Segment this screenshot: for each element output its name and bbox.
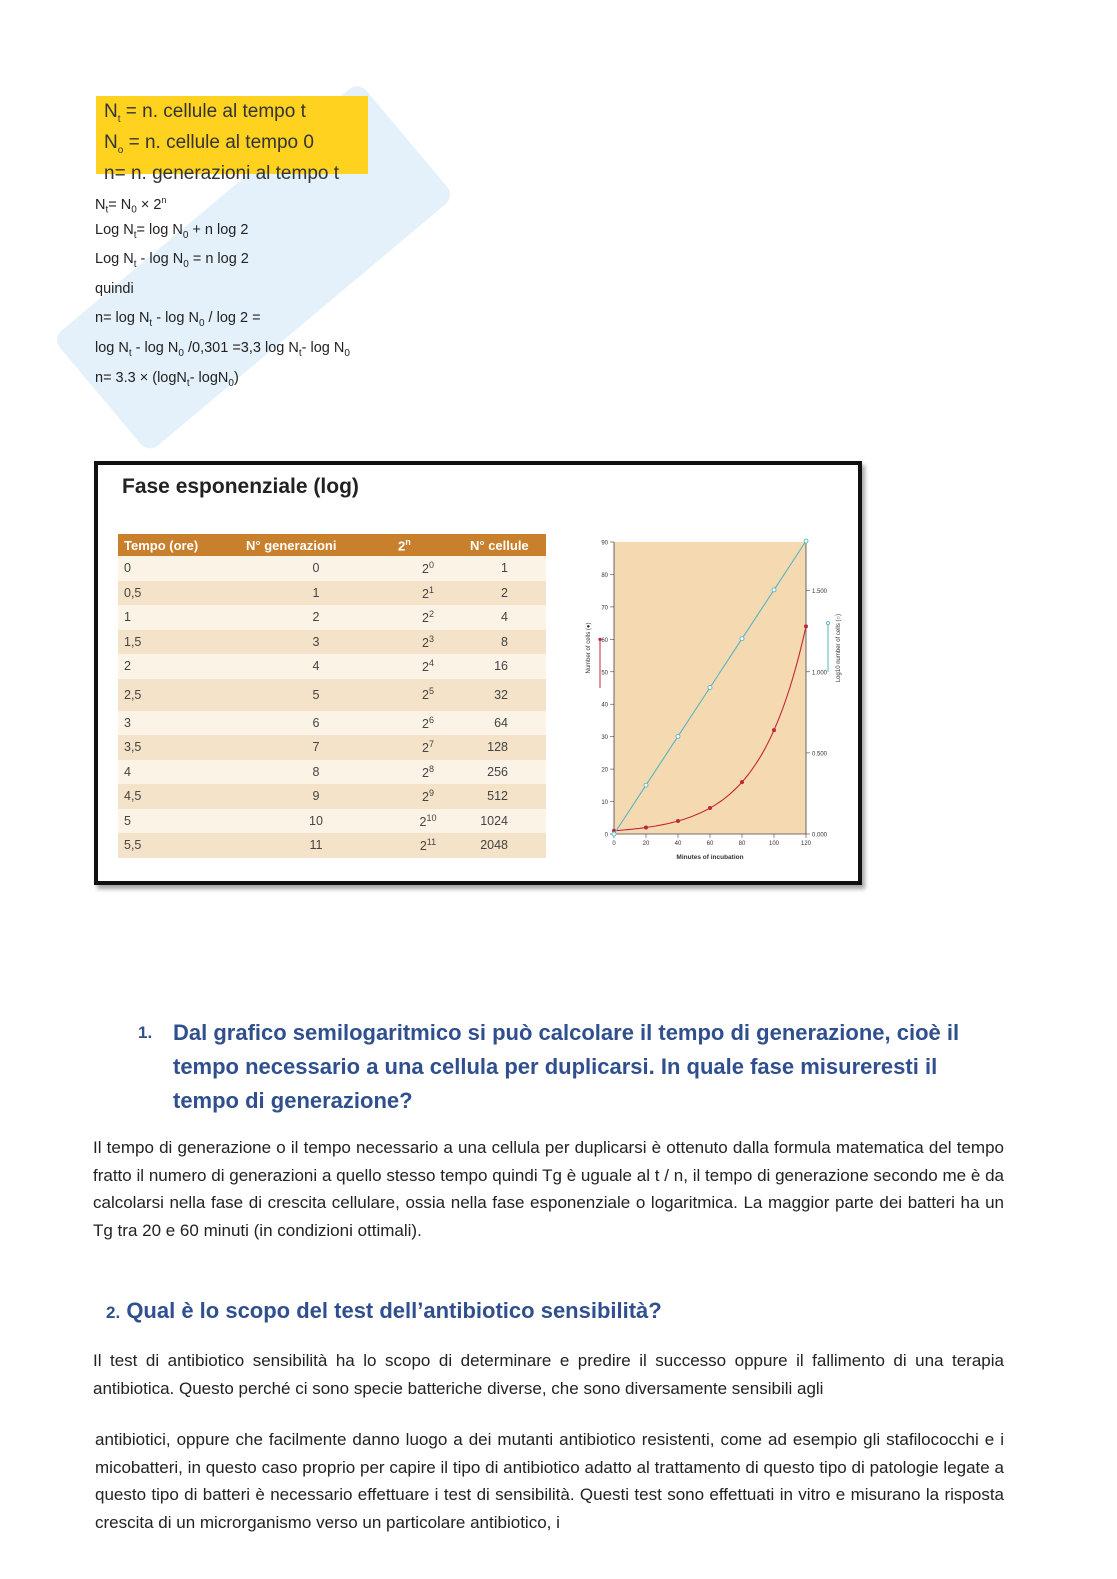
legend-log-dot [826, 622, 829, 625]
table-cell: $2^{11}$ [392, 833, 464, 858]
table-cell: 9 [240, 784, 392, 809]
table-row [118, 784, 546, 809]
table-cell: 1 [240, 581, 392, 606]
definition-n: n= n. generazioni al tempo t [104, 162, 340, 184]
table-cell: 3 [240, 630, 392, 655]
y-tick-label: 50 [601, 670, 608, 677]
x-tick-label: 20 [642, 841, 650, 847]
y2-tick-label: 0.500 [812, 751, 828, 758]
formula-2: Log $N_t= \log N_0 + n$ log 2 [95, 221, 249, 241]
formula-7: n= 3.3 × (logN$_t$- logN$_0$) [95, 369, 239, 389]
table-row [118, 605, 546, 630]
y2-axis-label: Log10 number of cells (○) [836, 613, 842, 683]
table-cell: $2^0$ [392, 556, 464, 581]
header-tempo: Tempo (ore) [118, 534, 240, 556]
question-2 [106, 1298, 662, 1324]
y-tick-label: 20 [601, 767, 608, 774]
table-cell: $2^8$ [392, 760, 464, 785]
y2-tick-label: 1.000 [812, 670, 828, 677]
table-row [118, 735, 546, 760]
question-1-number: 1. [138, 1023, 153, 1042]
table-cell: $2^3$ [392, 630, 464, 655]
definitions-box [96, 96, 368, 184]
table-cell: 4 [118, 760, 240, 785]
formulas [95, 188, 350, 395]
x-axis-label: Minutes of incubation [676, 854, 744, 861]
question-2-number: 2. [106, 1303, 121, 1322]
table-row [118, 630, 546, 655]
table-cell: $2^5$ [392, 679, 464, 711]
table-cell: $2^4$ [392, 654, 464, 679]
table-cell: 16 [464, 654, 546, 679]
table-row [118, 654, 546, 679]
cells-point [644, 826, 648, 830]
table-cell: 0,5 [118, 581, 240, 606]
table-cell: $2^6$ [392, 711, 464, 736]
header-cellule: N° cellule [464, 534, 546, 556]
table-cell: 5,5 [118, 833, 240, 858]
table-cell: 1 [118, 605, 240, 630]
header-2n: 2$^n$ [392, 534, 464, 556]
y-tick-label: 90 [601, 540, 608, 547]
formula-3: Log $N_t - \log N_0 = n$ log 2 [95, 251, 249, 271]
question-1-text: Dal grafico semilogaritmico si può calcolare il tempo di generazione, cioè il tempo necessario a una cellula per duplicarsi. In quale fase misureresti il tempo di generazione? [173, 1020, 960, 1113]
table-cell: 256 [464, 760, 546, 785]
table-row [118, 833, 546, 858]
x-tick-label: 100 [768, 841, 780, 847]
table-cell: 2 [464, 581, 546, 606]
exponential-phase-figure [94, 461, 862, 885]
log-point [772, 588, 776, 592]
x-tick-label: 60 [706, 841, 714, 847]
cells-point [676, 819, 680, 823]
table-cell: 4 [464, 605, 546, 630]
table-cell: 4,5 [118, 784, 240, 809]
definition-nt: $N_t = n$. cellule al tempo t [104, 101, 306, 125]
growth-chart [578, 534, 848, 874]
question-2-text: Qual è lo scopo del test dell’antibiotico sensibilità? [126, 1298, 662, 1323]
table-cell: 2,5 [118, 679, 240, 711]
cells-point [772, 728, 776, 732]
table-cell: 3 [118, 711, 240, 736]
log-point [804, 539, 808, 543]
definition-n0: $N_o = n$. cellule al tempo 0 [104, 131, 314, 156]
table-row [118, 581, 546, 606]
table-cell: 3,5 [118, 735, 240, 760]
table-cell: 8 [240, 760, 392, 785]
cells-point [708, 806, 712, 810]
x-tick-label: 80 [738, 841, 746, 847]
table-cell: $2^1$ [392, 581, 464, 606]
y2-tick-label: 0.000 [812, 832, 828, 839]
log-point [708, 686, 712, 690]
legend-cells-dot [598, 638, 601, 641]
table-header-row [118, 534, 546, 556]
table-cell: 7 [240, 735, 392, 760]
y2-tick-label: 1.500 [812, 589, 828, 596]
answer-1: Il tempo di generazione o il tempo necessario a una cellula per duplicarsi è ottenuto dalla formula matematica del tempo fratto il numero di generazioni a quello stesso tempo quindi Tg è uguale al t / n, il tempo di generazione secondo me è da calcolarsi nella fase di crescita cellulare, ossia nella fase esponenziale o logaritmica. La maggior parte dei batteri ha un Tg tra 20 e 60 minuti (in condizioni ottimali). [93, 1138, 1004, 1240]
table-cell: 2 [240, 605, 392, 630]
header-generazioni: N° generazioni [240, 534, 392, 556]
y-tick-label: 10 [601, 800, 608, 807]
answer-2-part-1: Il test di antibiotico sensibilità ha lo scopo di determinare e predire il successo oppure il fallimento di una terapia antibiotica. Questo perché ci sono specie batteriche diverse, che sono diversamente sensibili agli [93, 1351, 1004, 1398]
table-cell: 1 [464, 556, 546, 581]
table-cell: $2^{10}$ [392, 809, 464, 834]
table-row [118, 679, 546, 711]
log-point [740, 637, 744, 641]
log-point [644, 783, 648, 787]
figure-title: Fase esponenziale (log) [122, 475, 359, 498]
table-row [118, 556, 546, 581]
table-cell: 8 [464, 630, 546, 655]
y-axis-label: Number of cells (●) [586, 622, 592, 674]
table-cell: 5 [118, 809, 240, 834]
log-point [612, 832, 616, 836]
formula-6: $\log N_t$ - $\log N_0$ /0,301 =3,3 $\log N_t-$ $\log N_0$ [95, 339, 350, 359]
table-cell: 1,5 [118, 630, 240, 655]
y-tick-label: 60 [601, 637, 608, 644]
log-point [676, 734, 680, 738]
x-tick-label: 40 [674, 841, 682, 847]
table-cell: 128 [464, 735, 546, 760]
table-cell: 6 [240, 711, 392, 736]
y-tick-label: 0 [604, 832, 608, 839]
formula-4: quindi [95, 280, 134, 297]
table-row [118, 760, 546, 785]
table-cell: 10 [240, 809, 392, 834]
table-row [118, 711, 546, 736]
y-tick-label: 30 [601, 735, 608, 742]
formula-5: $n= \log N_t - \log N_0 / \log 2$ = [95, 310, 261, 330]
table-cell: $2^7$ [392, 735, 464, 760]
answer-2-part-2: antibiotici, oppure che facilmente danno luogo a dei mutanti antibiotico resistenti, come ad esempio gli stafilococchi e i micobatteri, in questo caso proprio per capire il tipo di antibiotico adatto al trattamento di questo tipo di patologie legate a questo tipo di batteri è necessario effettuare i test di sensibilità. Questi test sono effettuati in vitro e misurano la risposta crescita di un microrganismo verso un particolare antibiotico, i [95, 1430, 1004, 1532]
table-cell: 2048 [464, 833, 546, 858]
cells-point [740, 780, 744, 784]
y-tick-label: 40 [601, 702, 608, 709]
generations-table [118, 534, 546, 858]
table-cell: 512 [464, 784, 546, 809]
question-1 [138, 1016, 998, 1118]
y-tick-label: 70 [601, 605, 608, 612]
table-cell: 32 [464, 679, 546, 711]
x-tick-label: 0 [612, 841, 616, 847]
table-cell: 64 [464, 711, 546, 736]
table-cell: 4 [240, 654, 392, 679]
table-cell: 2 [118, 654, 240, 679]
table-cell: 11 [240, 833, 392, 858]
table-cell: 0 [240, 556, 392, 581]
table-row [118, 809, 546, 834]
y-tick-label: 80 [601, 572, 608, 579]
table-cell: 1024 [464, 809, 546, 834]
table-cell: $2^9$ [392, 784, 464, 809]
x-tick-label: 120 [800, 841, 812, 847]
table-cell: 0 [118, 556, 240, 581]
table-cell: $2^2$ [392, 605, 464, 630]
table-cell: 5 [240, 679, 392, 711]
cells-point [804, 624, 808, 628]
formula-1: $N_t= N_0 \times 2^n$ [95, 195, 167, 216]
